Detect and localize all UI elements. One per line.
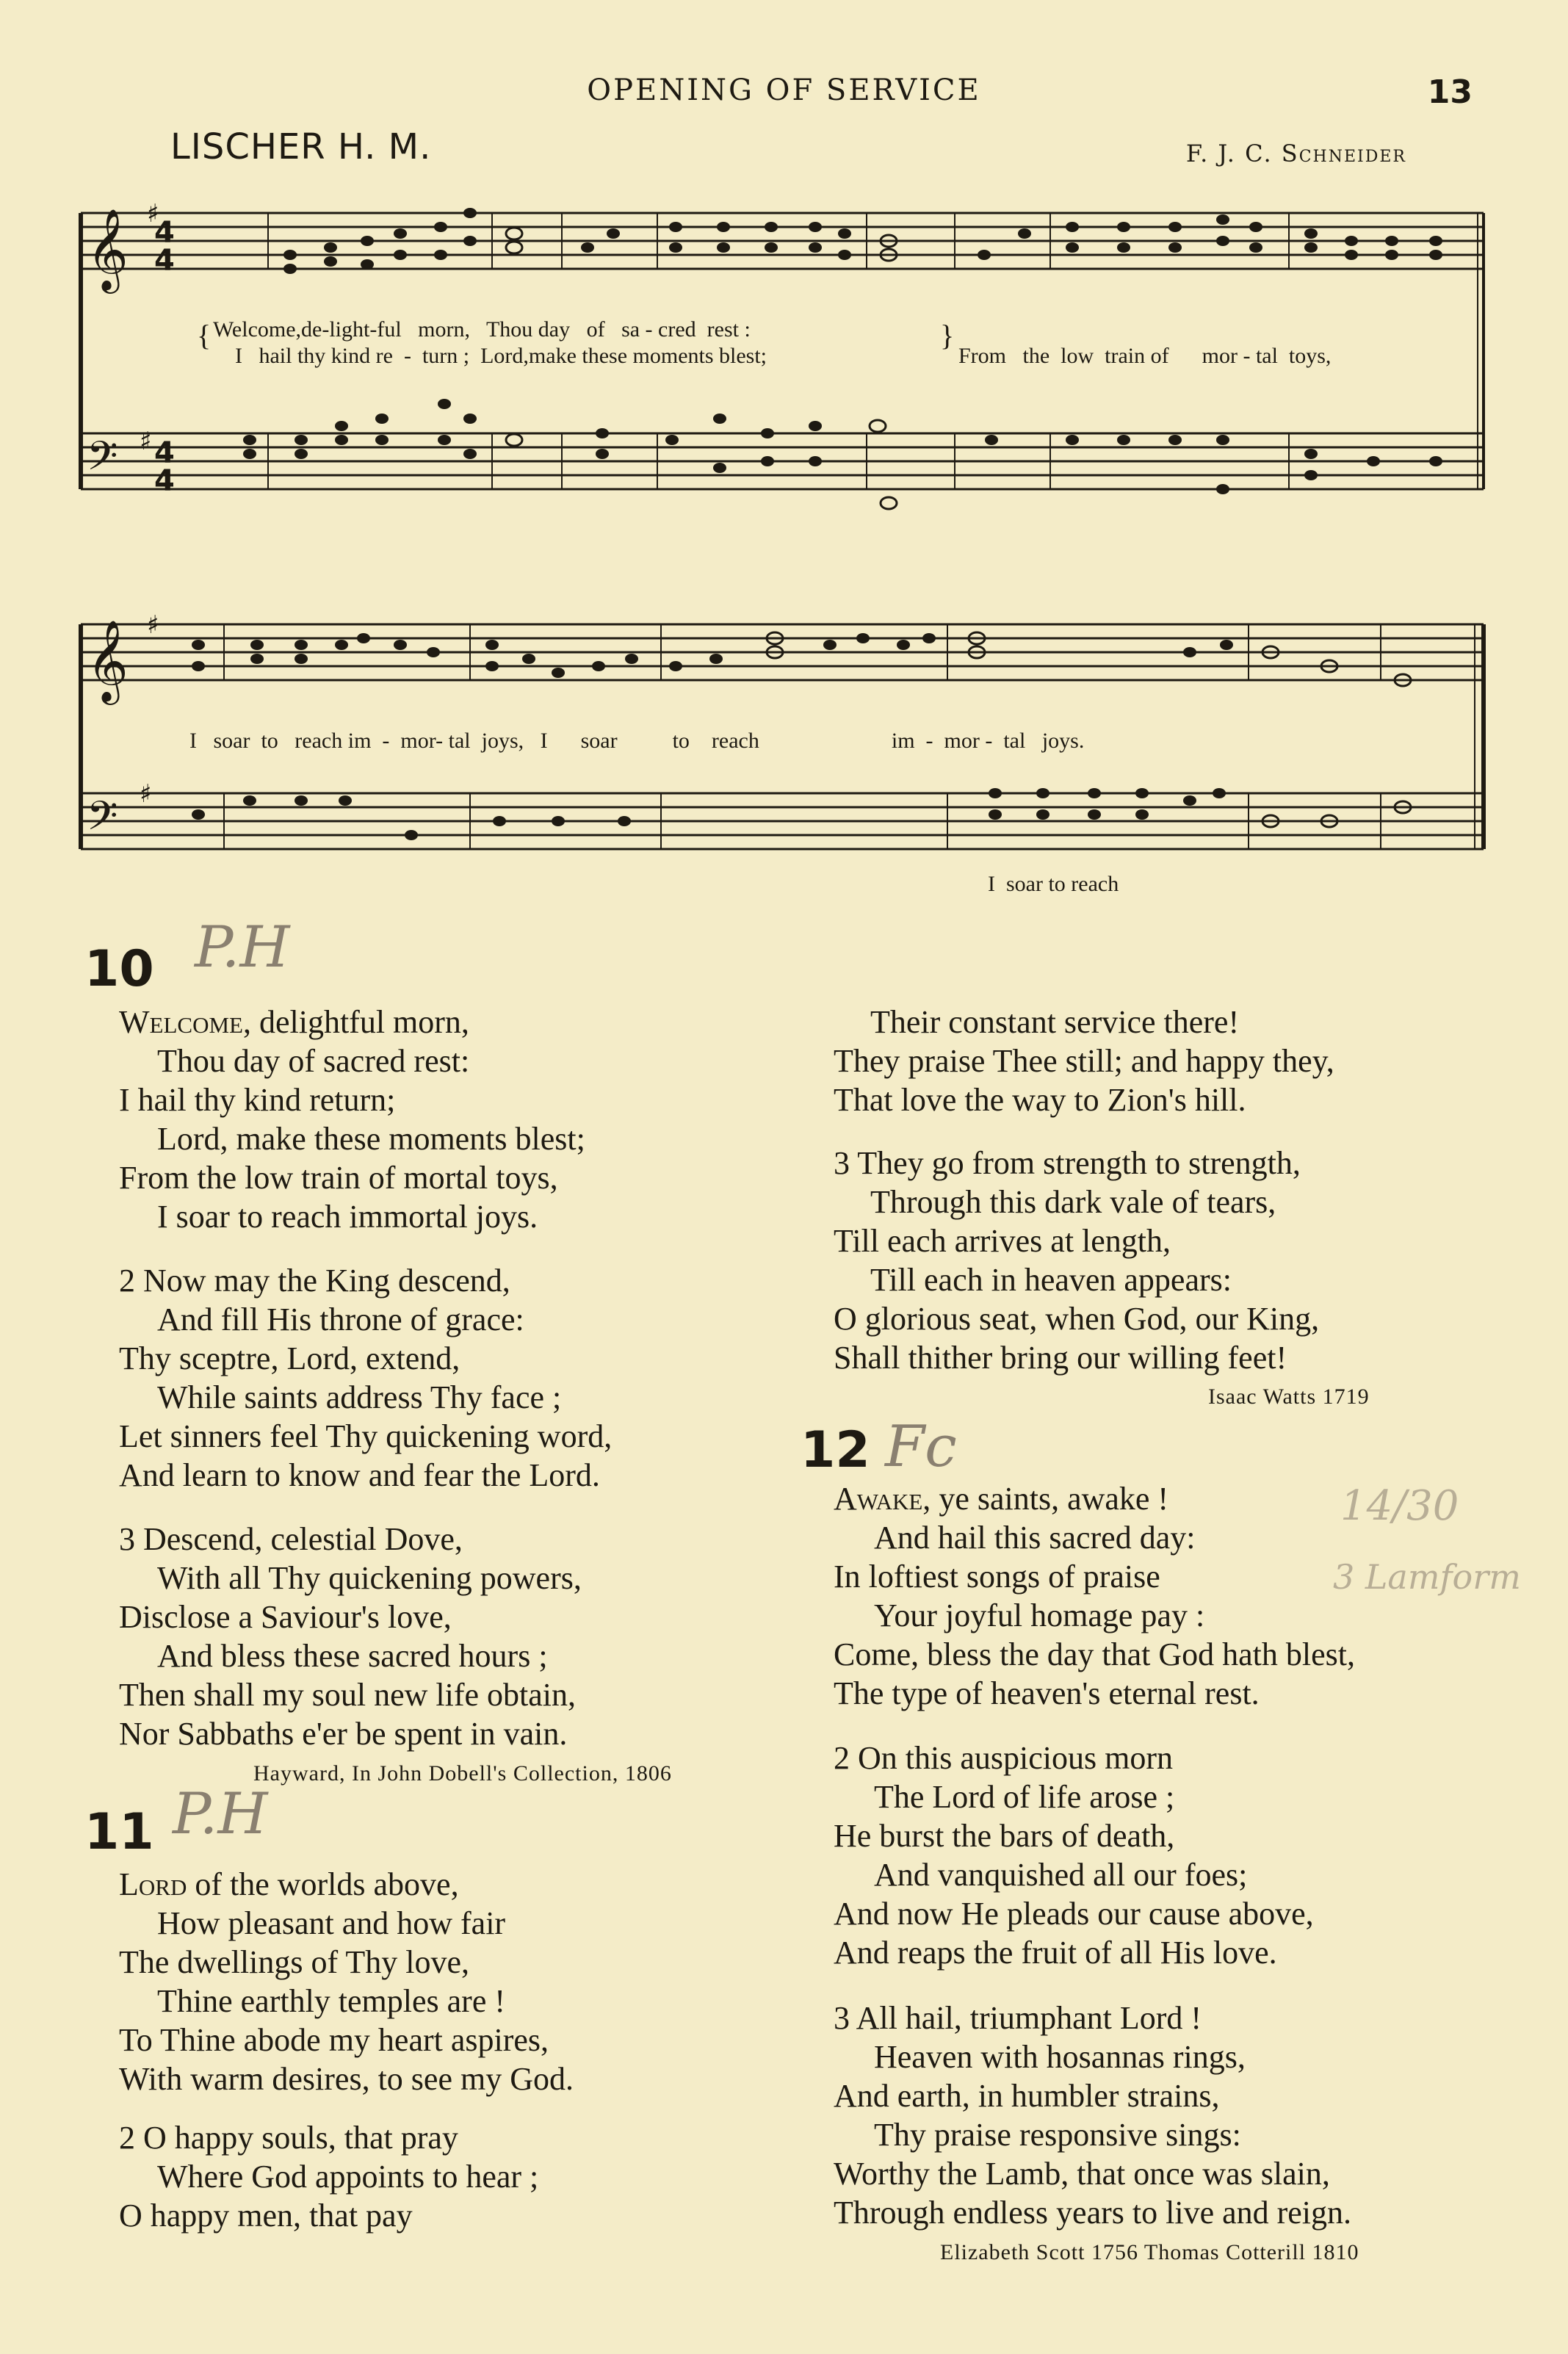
hymn-10-line-14: With all Thy quickening powers, <box>157 1560 582 1596</box>
svg-text:}: } <box>940 319 955 352</box>
handwritten-annotation-12: Fc <box>885 1414 957 1480</box>
hymn-12-line-15: And earth, in humbler strains, <box>834 2078 1220 2114</box>
lyric-line-2: I hail thy kind re - turn ; Lord,make these moments blest; <box>235 344 767 368</box>
hymn-11-line-2: How pleasant and how fair <box>157 1905 506 1941</box>
hymn-12-line-7: 2 On this auspicious morn <box>834 1740 1173 1776</box>
treble-clef-icon: 𝄞 <box>87 208 129 290</box>
hymn-11-line-1: Lord of the worlds above, <box>119 1866 459 1902</box>
lyric-line-3: I soar to reach im - mor- tal joys, I soar to reach im - mor - tal joys. <box>189 729 1085 753</box>
hymn-11-line-16: Till each in heaven appears: <box>870 1262 1232 1298</box>
hymn-10-line-3: I hail thy kind return; <box>119 1082 396 1118</box>
hymn-11-line-8: Where God appoints to hear ; <box>157 2159 539 2195</box>
hymn-11-line-14: Through this dark vale of tears, <box>870 1184 1276 1220</box>
composer: F. J. C. Schneider <box>1185 140 1406 167</box>
hymn-10-line-4: Lord, make these moments blest; <box>157 1121 585 1157</box>
hymn-10-line-16: And bless these sacred hours ; <box>157 1638 548 1674</box>
hymn-10-attribution: Hayward, In John Dobell's Collection, 1806 <box>253 1761 672 1786</box>
tune-name: LISCHER H. M. <box>170 126 432 167</box>
treble-clef-icon-2: 𝄞 <box>87 619 129 701</box>
hymn-11-line-4: Thine earthly temples are ! <box>157 1983 506 2019</box>
hymn-11-line-9: O happy men, that pay <box>119 2198 413 2234</box>
lyric-continuation: From the low train of mor - tal toys, <box>958 344 1332 368</box>
hymn-12-line-4: Your joyful homage pay : <box>874 1597 1205 1633</box>
hymn-12-line-1: Awake, ye saints, awake ! <box>834 1481 1169 1517</box>
hymn-10-line-11: Let sinners feel Thy quickening word, <box>119 1418 613 1454</box>
hymn-10-line-2: Thou day of sacred rest: <box>157 1043 470 1079</box>
hymn-11-line-17: O glorious seat, when God, our King, <box>834 1301 1320 1337</box>
bass-lyric: I soar to reach <box>988 872 1119 896</box>
hymn-11-attribution: Isaac Watts 1719 <box>1208 1384 1370 1409</box>
system1-bass-staff <box>81 433 1484 489</box>
margin-note-2: 3 Lamform <box>1333 1557 1521 1597</box>
hymn-11-line-13: 3 They go from strength to strength, <box>834 1145 1301 1181</box>
hymn-11-line-5: To Thine abode my heart aspires, <box>119 2022 549 2058</box>
hymn-10-line-6: I soar to reach immortal joys. <box>157 1199 538 1235</box>
system2-bass-staff <box>81 793 1484 849</box>
hymn-12-line-9: He burst the bars of death, <box>834 1818 1175 1854</box>
hymn-12-line-8: The Lord of life arose ; <box>874 1779 1175 1815</box>
hymn-11-line-12: That love the way to Zion's hill. <box>834 1082 1246 1118</box>
handwritten-annotation-10: P.H <box>195 914 290 981</box>
time-signature: 4 <box>154 216 175 250</box>
hymn-12-line-17: Worthy the Lamb, that once was slain, <box>834 2156 1330 2192</box>
hymn-12-line-5: Come, bless the day that God hath blest, <box>834 1636 1355 1672</box>
hymn-12-line-6: The type of heaven's eternal rest. <box>834 1675 1260 1711</box>
hymn-12-line-18: Through endless years to live and reign. <box>834 2195 1352 2231</box>
hymn-10-line-1: Welcome, delightful morn, <box>119 1004 469 1040</box>
bass-clef-icon: 𝄢 <box>87 433 118 489</box>
hymn-12-line-14: Heaven with hosannas rings, <box>874 2039 1246 2075</box>
hymn-10-line-7: 2 Now may the King descend, <box>119 1263 510 1299</box>
svg-text:♯: ♯ <box>140 779 152 809</box>
hymn-10-line-10: While saints address Thy face ; <box>157 1379 562 1415</box>
hymn-10-line-12: And learn to know and fear the Lord. <box>119 1457 600 1493</box>
hymn-12-line-11: And now He pleads our cause above, <box>834 1896 1314 1932</box>
svg-text:{: { <box>197 319 212 352</box>
hymn-number-10: 10 <box>84 940 154 998</box>
hymn-12-attribution: Elizabeth Scott 1756 Thomas Cotterill 1810 <box>940 2240 1359 2264</box>
svg-text:♯: ♯ <box>140 427 152 456</box>
hymn-12-line-13: 3 All hail, triumphant Lord ! <box>834 2000 1202 2036</box>
svg-text:4: 4 <box>154 436 175 470</box>
music-score <box>0 0 1568 925</box>
hymn-10-line-18: Nor Sabbaths e'er be spent in vain. <box>119 1716 568 1752</box>
page-number: 13 <box>1427 73 1473 111</box>
hymn-12-line-3: In loftiest songs of praise <box>834 1559 1160 1595</box>
hymn-10-line-8: And fill His throne of grace: <box>157 1301 524 1337</box>
handwritten-annotation-11: P.H <box>173 1781 268 1847</box>
hymn-11-line-10: Their constant service there! <box>870 1004 1240 1040</box>
hymn-11-line-15: Till each arrives at length, <box>834 1223 1171 1259</box>
hymn-11-line-6: With warm desires, to see my God. <box>119 2061 574 2097</box>
lyric-line-1: Welcome,de-light-ful morn, Thou day of sa - cred rest : <box>213 317 751 342</box>
margin-note-1: 14/30 <box>1340 1482 1459 1530</box>
hymn-12-line-16: Thy praise responsive sings: <box>874 2117 1241 2153</box>
hymn-10-line-5: From the low train of mortal toys, <box>119 1160 558 1196</box>
hymn-11-line-7: 2 O happy souls, that pray <box>119 2120 458 2156</box>
system1-treble-staff <box>81 213 1484 269</box>
hymn-12-line-10: And vanquished all our foes; <box>874 1857 1248 1893</box>
hymn-12-line-2: And hail this sacred day: <box>874 1520 1196 1556</box>
svg-text:♯: ♯ <box>147 610 159 640</box>
svg-text:♯: ♯ <box>147 199 159 228</box>
section-title: OPENING OF SERVICE <box>587 73 981 107</box>
svg-text:4: 4 <box>154 464 175 498</box>
hymn-10-line-9: Thy sceptre, Lord, extend, <box>119 1340 460 1376</box>
hymn-10-line-15: Disclose a Saviour's love, <box>119 1599 452 1635</box>
bass-clef-icon-2: 𝄢 <box>87 793 118 849</box>
hymn-11-line-11: They praise Thee still; and happy they, <box>834 1043 1334 1079</box>
hymn-10-line-13: 3 Descend, celestial Dove, <box>119 1521 463 1557</box>
hymn-12-line-12: And reaps the fruit of all His love. <box>834 1935 1277 1971</box>
hymn-10-line-17: Then shall my soul new life obtain, <box>119 1677 576 1713</box>
hymn-11-line-18: Shall thither bring our willing feet! <box>834 1340 1287 1376</box>
svg-text:4: 4 <box>154 244 175 278</box>
hymn-11-line-3: The dwellings of Thy love, <box>119 1944 469 1980</box>
hymn-number-11: 11 <box>84 1803 154 1861</box>
hymn-number-12: 12 <box>801 1421 870 1479</box>
